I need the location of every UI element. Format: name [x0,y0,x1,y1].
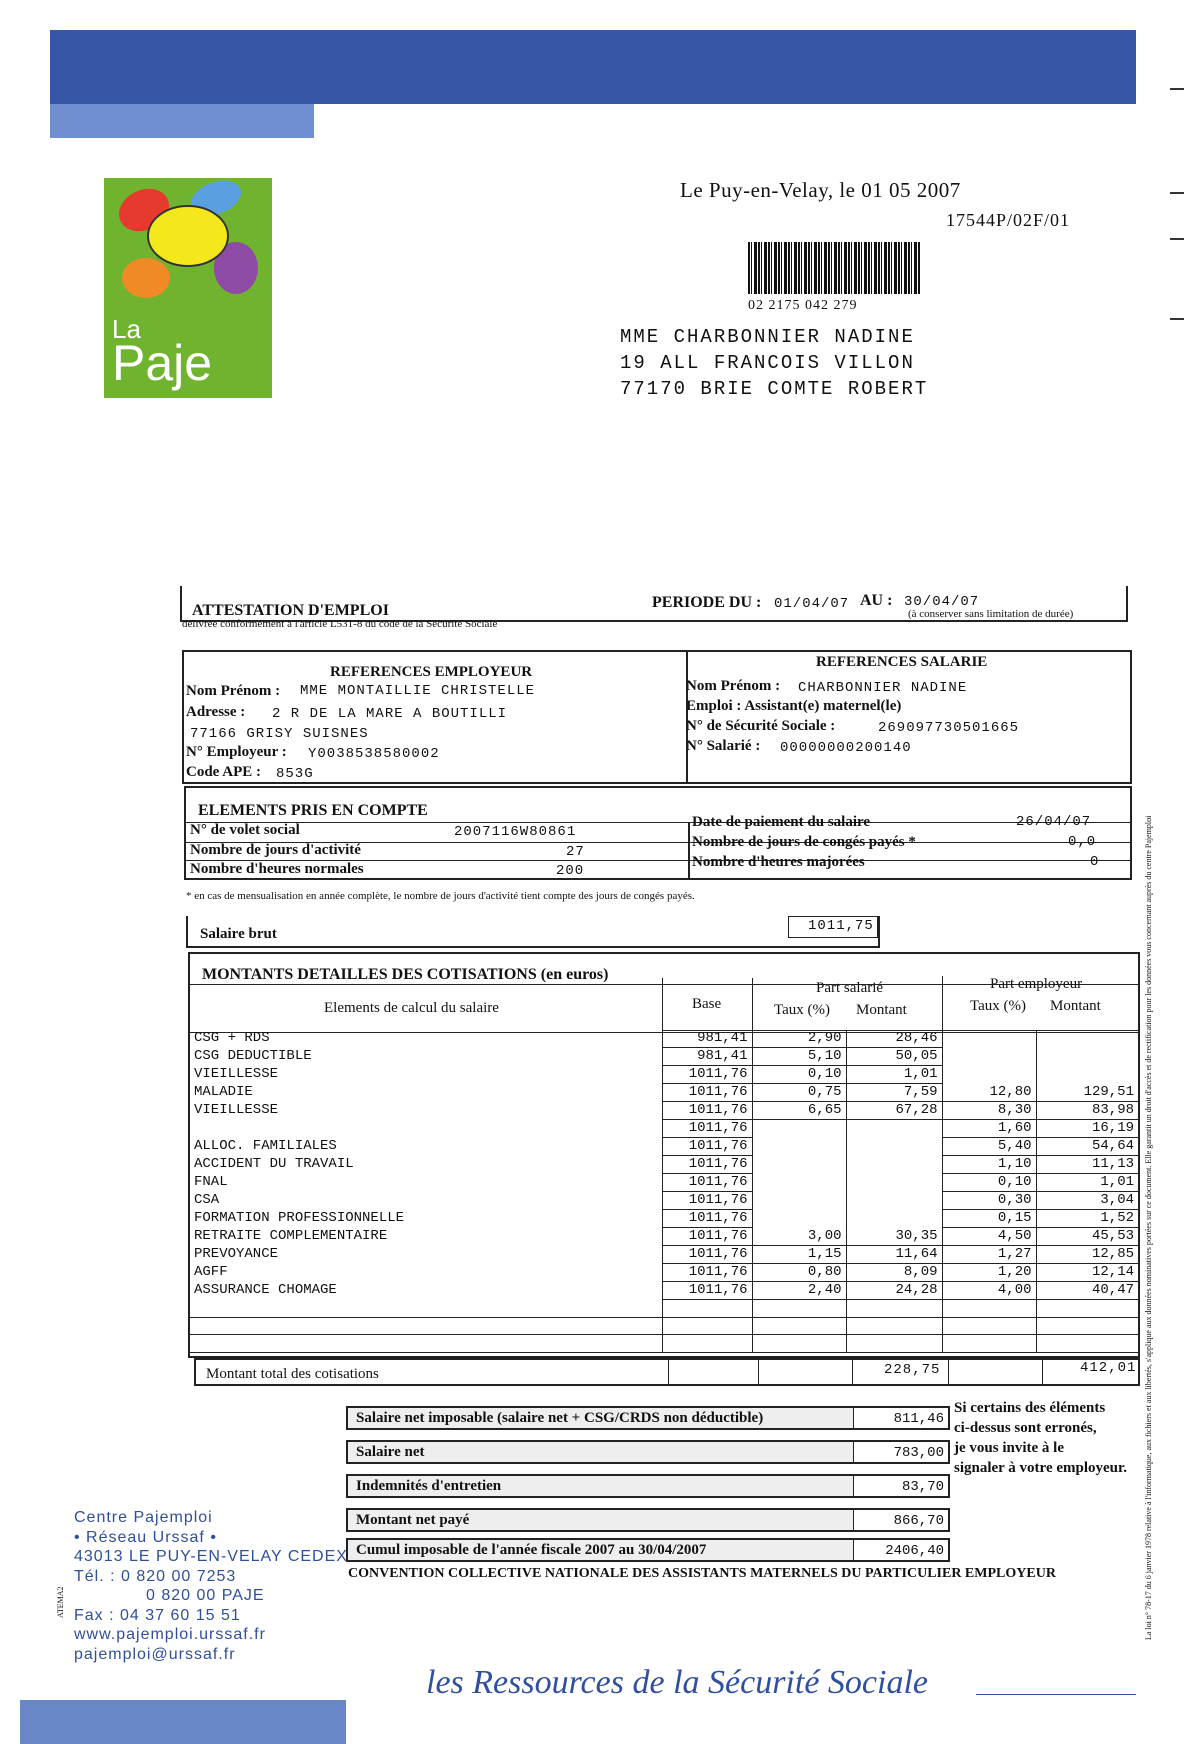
elements-box [184,786,1132,880]
table-row [190,1138,1138,1156]
footer-band [20,1700,346,1744]
net-paye-row [346,1508,950,1532]
cell-name: AGFF [194,1264,228,1281]
header-band [50,30,1136,104]
cell-ts [752,1174,846,1192]
cell-name: CSA [194,1192,220,1209]
salaire-brut-label: Salaire brut [200,926,277,942]
cell-empty [1036,1317,1138,1335]
cell-te: 8,30 [942,1102,1036,1120]
cell-name [190,1120,662,1138]
table-row [190,1210,1138,1228]
cell-base: 1011,76 [662,1120,752,1138]
cell-ms: 24,28 [846,1282,942,1300]
centre-line: 43013 LE PUY-EN-VELAY CEDEX [74,1548,348,1565]
employer-heading: REFERENCES EMPLOYEUR [330,664,533,680]
cell-empty [1036,1335,1138,1353]
slogan-rule [976,1694,1136,1695]
cell-me: 12,14 [1036,1264,1138,1282]
erreur-note [954,1398,1127,1478]
table-row [190,1120,1138,1138]
cell-empty [190,1317,662,1335]
table-row [190,1264,1138,1282]
table-row-empty [190,1335,1138,1353]
ape-code: 853G [276,766,314,782]
employer-name-label: Nom Prénom : [186,683,281,699]
table-row [190,1030,1138,1048]
atema-code: ATEMA2 [56,1586,65,1618]
elements-footnote: * en cas de mensualisation en année complète, le nombre de jours d'activité tient compte des jours de congés payés. [186,890,695,902]
secu-label: N° de Sécurité Sociale : [686,718,836,734]
table-row-empty [190,1300,1138,1318]
cell-empty [846,1317,942,1335]
salaire-brut-row [186,916,880,948]
periode-label: PERIODE DU : [652,594,762,611]
salaire-brut-value: 1011,75 [808,918,874,934]
note-line: signaler à votre employeur. [954,1460,1128,1476]
net-imposable-label: Salaire net imposable (salaire net + CSG/CRDS non déductible) [348,1408,854,1428]
note-line: Si certains des éléments [954,1400,1106,1416]
cell-empty [846,1300,942,1318]
cell-base: 1011,76 [662,1264,752,1282]
edge-tick [1170,238,1184,240]
cell-base: 1011,76 [662,1138,752,1156]
table-row [190,1192,1138,1210]
indemnites-label: Indemnités d'entretien [348,1476,854,1496]
periode-to: 30/04/07 [904,594,980,610]
cell-me: 1,52 [1036,1210,1138,1228]
cumul-label: Cumul imposable de l'année fiscale 2007 au 30/04/2007 [348,1540,854,1560]
table-row [190,1246,1138,1264]
cell-empty [752,1300,846,1318]
table-row [190,1048,1138,1066]
cell-me [1036,1030,1138,1048]
letter-date: Le Puy-en-Velay, le 01 05 2007 [680,178,961,202]
table-row-empty [190,1317,1138,1335]
indemnites-row [346,1474,950,1498]
note-line: ci-dessus sont erronés, [954,1420,1097,1436]
table-row [190,1156,1138,1174]
slogan: les Ressources de la Sécurité Sociale [426,1664,928,1701]
cell-ms: 30,35 [846,1228,942,1246]
cell-empty [942,1300,1036,1318]
col-base: Base [692,996,722,1012]
cell-ms: 50,05 [846,1048,942,1066]
cell-me: 83,98 [1036,1102,1138,1120]
cell-ms [846,1156,942,1174]
legal-text: La loi n° 78-17 du 6 janvier 1978 relative à l'informatique, aux fichiers et aux libertés, s'applique aux données nominatives portées sur ce document. Elle garantit un droit d'accès et de rectification pour les données vous concernant auprès du centre Pajemploi [1144,815,1153,1640]
au-label: AU : [860,592,893,609]
cell-me: 3,04 [1036,1192,1138,1210]
cell-empty [752,1335,846,1353]
cell-base: 1011,76 [662,1066,752,1084]
cell-base: 1011,76 [662,1210,752,1228]
ape-label: Code APE : [186,764,261,780]
cell-ms: 1,01 [846,1066,942,1084]
cell-ms [846,1138,942,1156]
net-label: Salaire net [348,1442,854,1462]
cell-me [1036,1048,1138,1066]
recipient-city: 77170 BRIE COMTE ROBERT [620,378,929,400]
cell-empty [942,1317,1036,1335]
attestation-title: ATTESTATION D'EMPLOI [192,602,389,619]
cell-ts: 0,75 [752,1084,846,1102]
cell-me: 11,13 [1036,1156,1138,1174]
edge-tick [1170,88,1184,90]
cell-ms [846,1192,942,1210]
cell-name: FNAL [194,1174,228,1191]
jours-label: Nombre de jours d'activité [190,842,361,858]
header-subband [50,104,314,138]
heures-value: 200 [556,863,585,879]
cell-ts [752,1156,846,1174]
net-imposable-row [346,1406,950,1430]
centre-pajemploi-contact [74,1508,348,1664]
references-box [182,650,1132,784]
cell-base: 1011,76 [662,1228,752,1246]
salarie-label: N° Salarié : [686,738,761,754]
elements-heading: ELEMENTS PRIS EN COMPTE [198,802,428,819]
cell-name: ALLOC. FAMILIALES [194,1138,337,1155]
cell-te: 1,60 [942,1120,1036,1138]
date-paiement-value: 26/04/07 [1016,814,1092,830]
col-part-salarie: Part salarié [816,980,884,996]
cell-empty [1036,1300,1138,1318]
cotisations-grid [190,1030,1138,1353]
cell-name: FORMATION PROFESSIONNELLE [194,1210,405,1227]
date-paiement-label: Date de paiement du salaire [692,814,871,830]
net-paye-label: Montant net payé [348,1510,854,1530]
employer-address-1: 2 R DE LA MARE A BOUTILLI [272,706,508,722]
cell-empty [662,1300,752,1318]
convention-title: CONVENTION COLLECTIVE NATIONALE DES ASSISTANTS MATERNELS DU PARTICULIER EMPLOYEUR [348,1566,1056,1581]
employer-number-label: N° Employeur : [186,744,287,760]
conges-label: Nombre de jours de congés payés * [692,834,916,850]
table-row [190,1228,1138,1246]
employer-address-2: 77166 GRISY SUISNES [190,726,369,742]
cell-ts: 2,90 [752,1030,846,1048]
cell-te: 1,27 [942,1246,1036,1264]
cell-empty [662,1317,752,1335]
net-value: 783,00 [893,1445,944,1461]
col-taux-salarie: Taux (%) [774,1002,831,1018]
cell-name: MALADIE [194,1084,253,1101]
periode-from: 01/04/07 [774,596,850,612]
edge-tick [1170,318,1184,320]
jours-value: 27 [566,844,585,860]
barcode [748,242,920,294]
cell-ts: 5,10 [752,1048,846,1066]
net-row [346,1440,950,1464]
cell-name: ACCIDENT DU TRAVAIL [194,1156,354,1173]
col-taux-employeur: Taux (%) [970,998,1027,1014]
cell-base: 1011,76 [662,1156,752,1174]
employee-job: Emploi : Assistant(e) maternel(le) [686,698,902,714]
cell-ts: 3,00 [752,1228,846,1246]
summary-block [346,1406,950,1562]
cell-te [942,1030,1036,1048]
cell-empty [190,1335,662,1353]
cell-empty [662,1335,752,1353]
col-montant-salarie: Montant [856,1002,907,1018]
cell-ts [752,1210,846,1228]
employer-number: Y0038538580002 [308,746,440,762]
recipient-street: 19 ALL FRANCOIS VILLON [620,352,915,374]
cell-name: ASSURANCE CHOMAGE [194,1282,337,1299]
net-paye-value: 866,70 [893,1513,944,1529]
cell-name: RETRAITE COMPLEMENTAIRE [194,1228,388,1245]
cell-ts: 1,15 [752,1246,846,1264]
cell-ts: 2,40 [752,1282,846,1300]
paje-logo [104,178,272,398]
divider [686,652,688,782]
cotisations-rows [190,1030,1138,1353]
cell-te: 4,50 [942,1228,1036,1246]
majorees-label: Nombre d'heures majorées [692,854,865,870]
cell-base: 981,41 [662,1030,752,1048]
flower-icon [104,168,272,318]
cumul-row [346,1538,950,1562]
centre-line: Tél. : 0 820 00 7253 [74,1567,237,1585]
email-link[interactable]: pajemploi@urssaf.fr [74,1645,236,1663]
table-row [190,1174,1138,1192]
table-row [190,1282,1138,1300]
reference-code: 17544P/02F/01 [946,210,1071,230]
majorees-value: 0 [1090,854,1100,870]
centre-line: Fax : 04 37 60 15 51 [74,1606,241,1624]
cell-base: 981,41 [662,1048,752,1066]
table-row [190,1084,1138,1102]
cell-empty [190,1300,662,1318]
cell-te: 4,00 [942,1282,1036,1300]
cell-te [942,1066,1036,1084]
volet-label: N° de volet social [190,822,300,838]
cell-name: VIEILLESSE [194,1066,279,1083]
cell-ms [846,1120,942,1138]
conges-value: 0,0 [1068,834,1097,850]
cotisations-heading: MONTANTS DETAILLES DES COTISATIONS (en euros) [202,966,609,983]
cell-name: VIEILLESSE [194,1102,279,1119]
cell-te [942,1048,1036,1066]
total-employeur: 412,01 [1080,1360,1137,1376]
cell-name: PREVOYANCE [194,1246,279,1263]
table-row [190,1102,1138,1120]
cell-te: 0,10 [942,1174,1036,1192]
secu-number: 269097730501665 [878,720,1020,736]
cell-base: 1011,76 [662,1192,752,1210]
cell-base: 1011,76 [662,1084,752,1102]
cell-me: 1,01 [1036,1174,1138,1192]
cell-me: 40,47 [1036,1282,1138,1300]
website-link[interactable]: www.pajemploi.urssaf.fr [74,1626,266,1643]
conserver-note: (à conserver sans limitation de durée) [908,608,1074,620]
cell-me: 129,51 [1036,1084,1138,1102]
cell-me: 16,19 [1036,1120,1138,1138]
note-line: je vous invite à le [954,1440,1064,1456]
col-montant-employeur: Montant [1050,998,1101,1014]
employer-address-label: Adresse : [186,704,246,720]
total-cotisations-row [194,1358,1140,1386]
cell-empty [846,1335,942,1353]
cell-ts [752,1192,846,1210]
cell-name: CSG DEDUCTIBLE [194,1048,312,1065]
centre-line: • Réseau Urssaf • [74,1528,217,1546]
cell-te: 0,15 [942,1210,1036,1228]
cell-te: 1,20 [942,1264,1036,1282]
centre-line: 0 820 00 PAJE [146,1587,265,1604]
cell-ms [846,1210,942,1228]
volet-number: 2007116W80861 [454,824,577,840]
cell-ms: 28,46 [846,1030,942,1048]
cell-base: 1011,76 [662,1282,752,1300]
cell-ts [752,1120,846,1138]
cell-empty [942,1335,1036,1353]
cell-ms [846,1174,942,1192]
salarie-number: 00000000200140 [780,740,912,756]
cell-ms: 8,09 [846,1264,942,1282]
net-imposable-value: 811,46 [893,1411,944,1427]
cell-ms: 67,28 [846,1102,942,1120]
total-label: Montant total des cotisations [206,1366,379,1382]
col-elements: Elements de calcul du salaire [324,1000,499,1016]
cotisations-table [188,952,1140,1358]
cell-ms: 7,59 [846,1084,942,1102]
cell-base: 1011,76 [662,1102,752,1120]
heures-label: Nombre d'heures normales [190,861,364,877]
col-part-employeur: Part employeur [990,976,1083,992]
cell-me: 54,64 [1036,1138,1138,1156]
legal-vertical [1144,540,1156,1640]
cumul-value: 2406,40 [885,1543,944,1559]
cell-ts [752,1138,846,1156]
cell-ms: 11,64 [846,1246,942,1264]
total-salarie: 228,75 [884,1362,941,1378]
cell-me [1036,1066,1138,1084]
barcode-number: 02 2175 042 279 [748,298,858,313]
recipient-name: MME CHARBONNIER NADINE [620,326,915,348]
employee-heading: REFERENCES SALARIE [816,654,988,670]
cell-te: 0,30 [942,1192,1036,1210]
cell-name: CSG + RDS [194,1030,270,1047]
cell-ts: 0,10 [752,1066,846,1084]
logo-paje: Paje [112,335,213,391]
employer-name: MME MONTAILLIE CHRISTELLE [300,683,536,699]
cell-me: 12,85 [1036,1246,1138,1264]
table-row [190,1066,1138,1084]
cell-te: 12,80 [942,1084,1036,1102]
employee-name-label: Nom Prénom : [686,678,781,694]
logo-la: La [112,313,141,344]
cell-me: 45,53 [1036,1228,1138,1246]
cell-te: 1,10 [942,1156,1036,1174]
attestation-subtitle: délivrée conformément à l'article L531-8 du code de la Sécurité Sociale [182,618,498,630]
indemnites-value: 83,70 [901,1479,944,1495]
employee-name: CHARBONNIER NADINE [798,680,968,696]
edge-tick [1170,192,1184,194]
cell-ts: 0,80 [752,1264,846,1282]
cell-base: 1011,76 [662,1174,752,1192]
cell-te: 5,40 [942,1138,1036,1156]
cell-base: 1011,76 [662,1246,752,1264]
cell-ts: 6,65 [752,1102,846,1120]
centre-line: Centre Pajemploi [74,1509,213,1526]
cell-empty [752,1317,846,1335]
